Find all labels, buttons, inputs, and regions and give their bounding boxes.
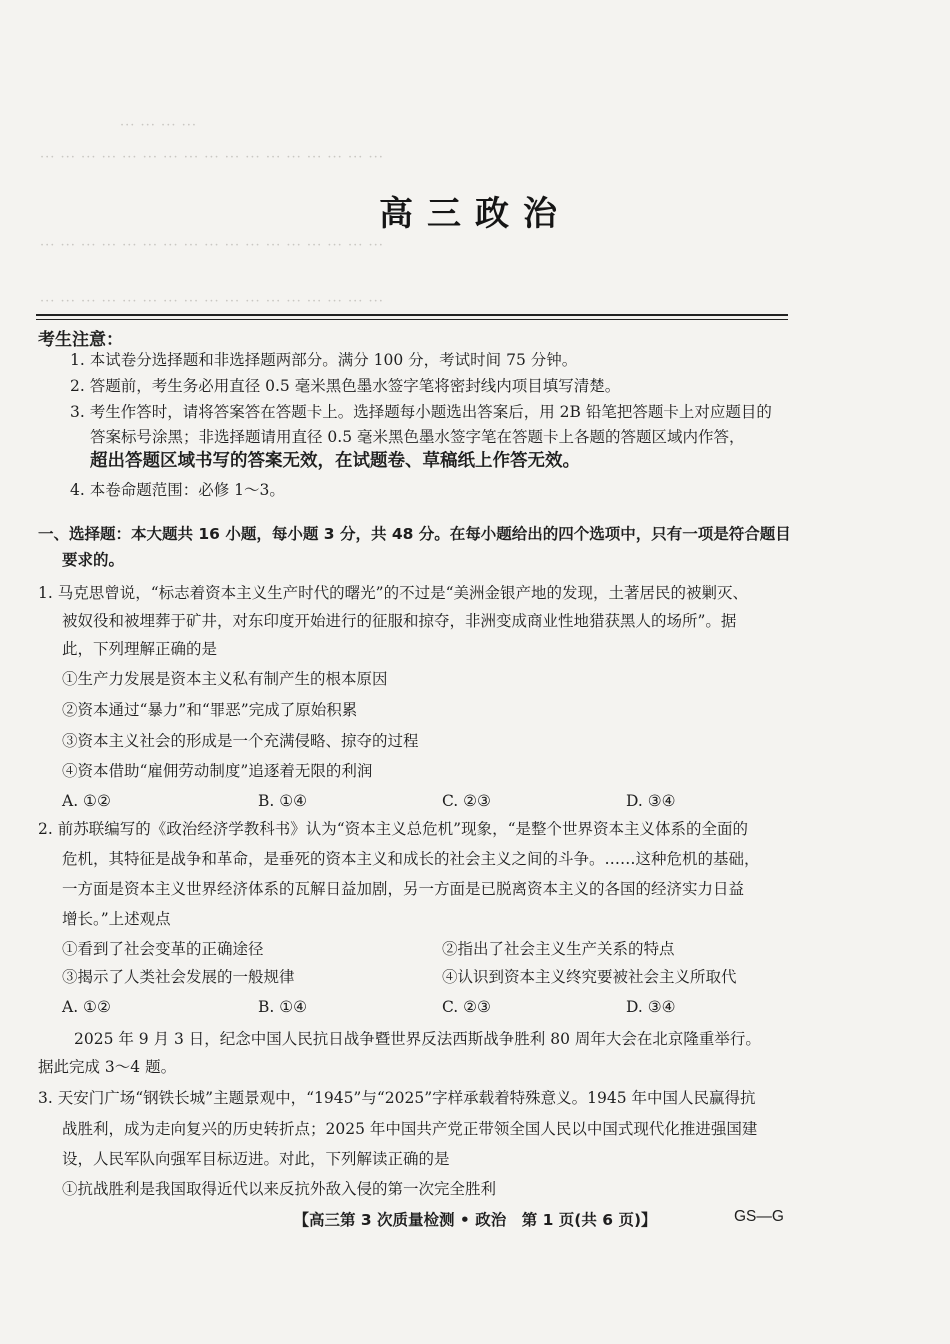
answer-choice: C. ②③ — [442, 998, 491, 1016]
statement-option: ②指出了社会主义生产关系的特点 — [442, 940, 675, 958]
answer-choice: B. ①④ — [258, 998, 308, 1016]
question-stem: 设，人民军队向强军目标迈进。对此，下列解读正确的是 — [62, 1150, 450, 1168]
section-heading: 一、选择题：本大题共 16 小题，每小题 3 分，共 48 分。在每小题给出的四个选项中，只有一项是符合题目 — [38, 525, 791, 543]
answer-choice: A. ①② — [62, 792, 111, 810]
divider-line — [36, 319, 788, 320]
page-title: 高三政治 — [379, 194, 571, 234]
question-stem: 3. 天安门广场“钢铁长城”主题景观中，“1945”与“2025”字样承载着特殊意义。1945 年中国人民赢得抗 — [38, 1089, 756, 1107]
section-heading: 要求的。 — [62, 551, 125, 569]
question-stem: 此，下列理解正确的是 — [62, 640, 218, 658]
question-stem: 2. 前苏联编写的《政治经济学教科书》认为“资本主义总危机”现象，“是整个世界资本主义体系的全面的 — [38, 820, 748, 838]
answer-choice: B. ①④ — [258, 792, 308, 810]
answer-choice: D. ③④ — [626, 792, 676, 810]
question-stem: 危机，其特征是战争和革命，是垂死的资本主义和成长的社会主义之间的斗争。……这种危机的基础， — [62, 850, 760, 868]
notice-item: 3. 考生作答时，请将答案答在答题卡上。选择题每小题选出答案后，用 2B 铅笔把答题卡上对应题目的 — [70, 403, 772, 421]
bleed-through-text: ··· ··· ··· ··· — [120, 118, 197, 133]
notice-item: 1. 本试卷分选择题和非选择题两部分。满分 100 分，考试时间 75 分钟。 — [70, 351, 578, 369]
statement-option: ①抗战胜利是我国取得近代以来反抗外敌入侵的第一次完全胜利 — [62, 1180, 497, 1198]
question-stem: 被奴役和被埋葬于矿井，对东印度开始进行的征服和掠夺，非洲变成商业性地猎获黑人的场所”。据 — [62, 612, 737, 630]
bleed-through-text: ··· ··· ··· ··· ··· ··· ··· ··· ··· ··· ··· ··· ··· ··· ··· ··· ··· — [40, 238, 384, 253]
statement-option: ①生产力发展是资本主义私有制产生的根本原因 — [62, 670, 388, 688]
paper-code: GS—G — [734, 1208, 784, 1225]
notice-item: 4. 本卷命题范围：必修 1～3。 — [70, 481, 285, 499]
question-stem: 战胜利，成为走向复兴的历史转折点；2025 年中国共产党正带领全国人民以中国式现代化推进强国建 — [62, 1120, 758, 1138]
statement-option: ③资本主义社会的形成是一个充满侵略、掠夺的过程 — [62, 732, 419, 750]
material-text: 据此完成 3～4 题。 — [38, 1058, 177, 1076]
question-stem: 1. 马克思曾说，“标志着资本主义生产时代的曙光”的不过是“美洲金银产地的发现，土著居民的被剿灭、 — [38, 584, 748, 602]
material-text: 2025 年 9 月 3 日，纪念中国人民抗日战争暨世界反法西斯战争胜利 80 周年大会在北京隆重举行。 — [74, 1030, 761, 1048]
statement-option: ②资本通过“暴力”和“罪恶”完成了原始积累 — [62, 701, 358, 719]
answer-choice: A. ①② — [62, 998, 111, 1016]
divider-line — [36, 314, 788, 316]
notice-item: 2. 答题前，考生务必用直径 0.5 毫米黑色墨水签字笔将密封线内项目填写清楚。 — [70, 377, 621, 395]
statement-option: ④认识到资本主义终究要被社会主义所取代 — [442, 968, 737, 986]
notice-heading: 考生注意： — [38, 330, 123, 350]
statement-option: ③揭示了人类社会发展的一般规律 — [62, 968, 295, 986]
notice-item: 答案标号涂黑；非选择题请用直径 0.5 毫米黑色墨水签字笔在答题卡上各题的答题区域内作答， — [90, 428, 745, 446]
question-stem: 增长。”上述观点 — [62, 910, 171, 928]
statement-option: ①看到了社会变革的正确途径 — [62, 940, 264, 958]
page-footer: 【高三第 3 次质量检测 • 政治 第 1 页(共 6 页)】 — [293, 1211, 657, 1229]
bleed-through-text: ··· ··· ··· ··· ··· ··· ··· ··· ··· ··· ··· ··· ··· ··· ··· ··· ··· — [40, 150, 384, 165]
bleed-through-text: ··· ··· ··· ··· ··· ··· ··· ··· ··· ··· ··· ··· ··· ··· ··· ··· ··· — [40, 294, 384, 309]
notice-item-emphasis: 超出答题区域书写的答案无效，在试题卷、草稿纸上作答无效。 — [90, 451, 580, 471]
answer-choice: C. ②③ — [442, 792, 491, 810]
question-stem: 一方面是资本主义世界经济体系的瓦解日益加剧，另一方面是已脱离资本主义的各国的经济实力日益 — [62, 880, 745, 898]
statement-option: ④资本借助“雇佣劳动制度”追逐着无限的利润 — [62, 762, 373, 780]
answer-choice: D. ③④ — [626, 998, 676, 1016]
